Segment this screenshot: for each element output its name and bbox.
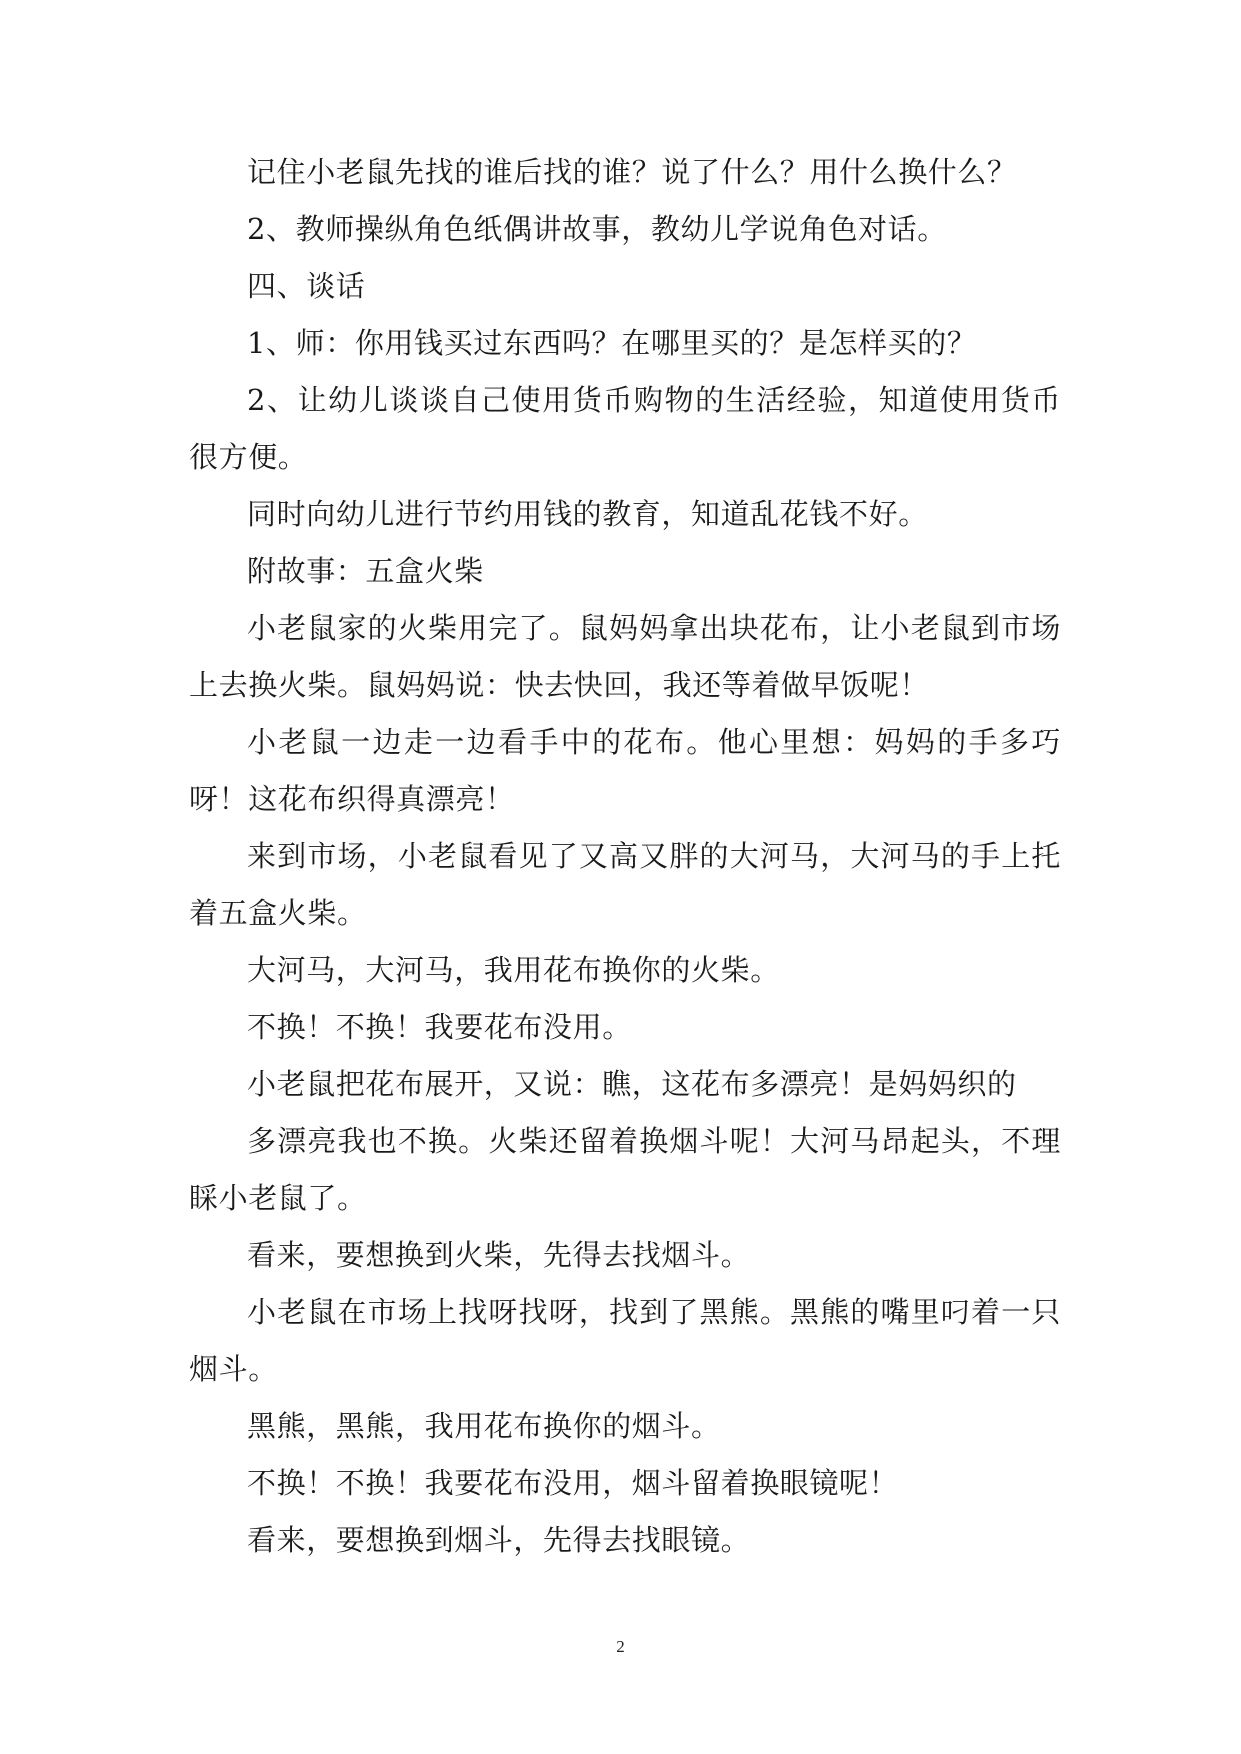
paragraph: 不换！不换！我要花布没用。 xyxy=(247,1010,632,1044)
paragraph: 小老鼠把花布展开，又说：瞧，这花布多漂亮！是妈妈织的 xyxy=(247,1067,1017,1101)
paragraph: 2、教师操纵角色纸偶讲故事，教幼儿学说角色对话。 xyxy=(247,212,947,246)
paragraph: 看来，要想换到烟斗，先得去找眼镜。 xyxy=(247,1523,751,1557)
paragraph: 来到市场，小老鼠看见了又高又胖的大河马，大河马的手上托着五盒火柴。 xyxy=(189,839,1061,930)
paragraph: 2、让幼儿谈谈自己使用货币购物的生活经验，知道使用货币很方便。 xyxy=(189,383,1061,474)
body-text xyxy=(189,144,1061,1569)
paragraph: 小老鼠一边走一边看手中的花布。他心里想：妈妈的手多巧呀！这花布织得真漂亮！ xyxy=(189,725,1061,816)
paragraph: 多漂亮我也不换。火柴还留着换烟斗呢！大河马昂起头，不理睬小老鼠了。 xyxy=(189,1124,1061,1215)
page-number: 2 xyxy=(616,1637,625,1656)
paragraph: 记住小老鼠先找的谁后找的谁？说了什么？用什么换什么？ xyxy=(247,155,1017,189)
paragraph: 1、师：你用钱买过东西吗？在哪里买的？是怎样买的？ xyxy=(247,326,977,360)
paragraph: 大河马，大河马，我用花布换你的火柴。 xyxy=(247,953,780,987)
paragraph: 小老鼠在市场上找呀找呀，找到了黑熊。黑熊的嘴里叼着一只烟斗。 xyxy=(189,1295,1061,1386)
paragraph: 黑熊，黑熊，我用花布换你的烟斗。 xyxy=(247,1409,721,1443)
paragraph: 小老鼠家的火柴用完了。鼠妈妈拿出块花布，让小老鼠到市场上去换火柴。鼠妈妈说：快去快回，我还等着做早饭呢！ xyxy=(189,611,1061,702)
section-heading: 四、谈话 xyxy=(247,269,366,303)
paragraph: 不换！不换！我要花布没用，烟斗留着换眼镜呢！ xyxy=(247,1466,899,1500)
paragraph: 同时向幼儿进行节约用钱的教育，知道乱花钱不好。 xyxy=(247,497,928,531)
paragraph: 看来，要想换到火柴，先得去找烟斗。 xyxy=(247,1238,751,1272)
story-title: 附故事：五盒火柴 xyxy=(247,554,484,588)
